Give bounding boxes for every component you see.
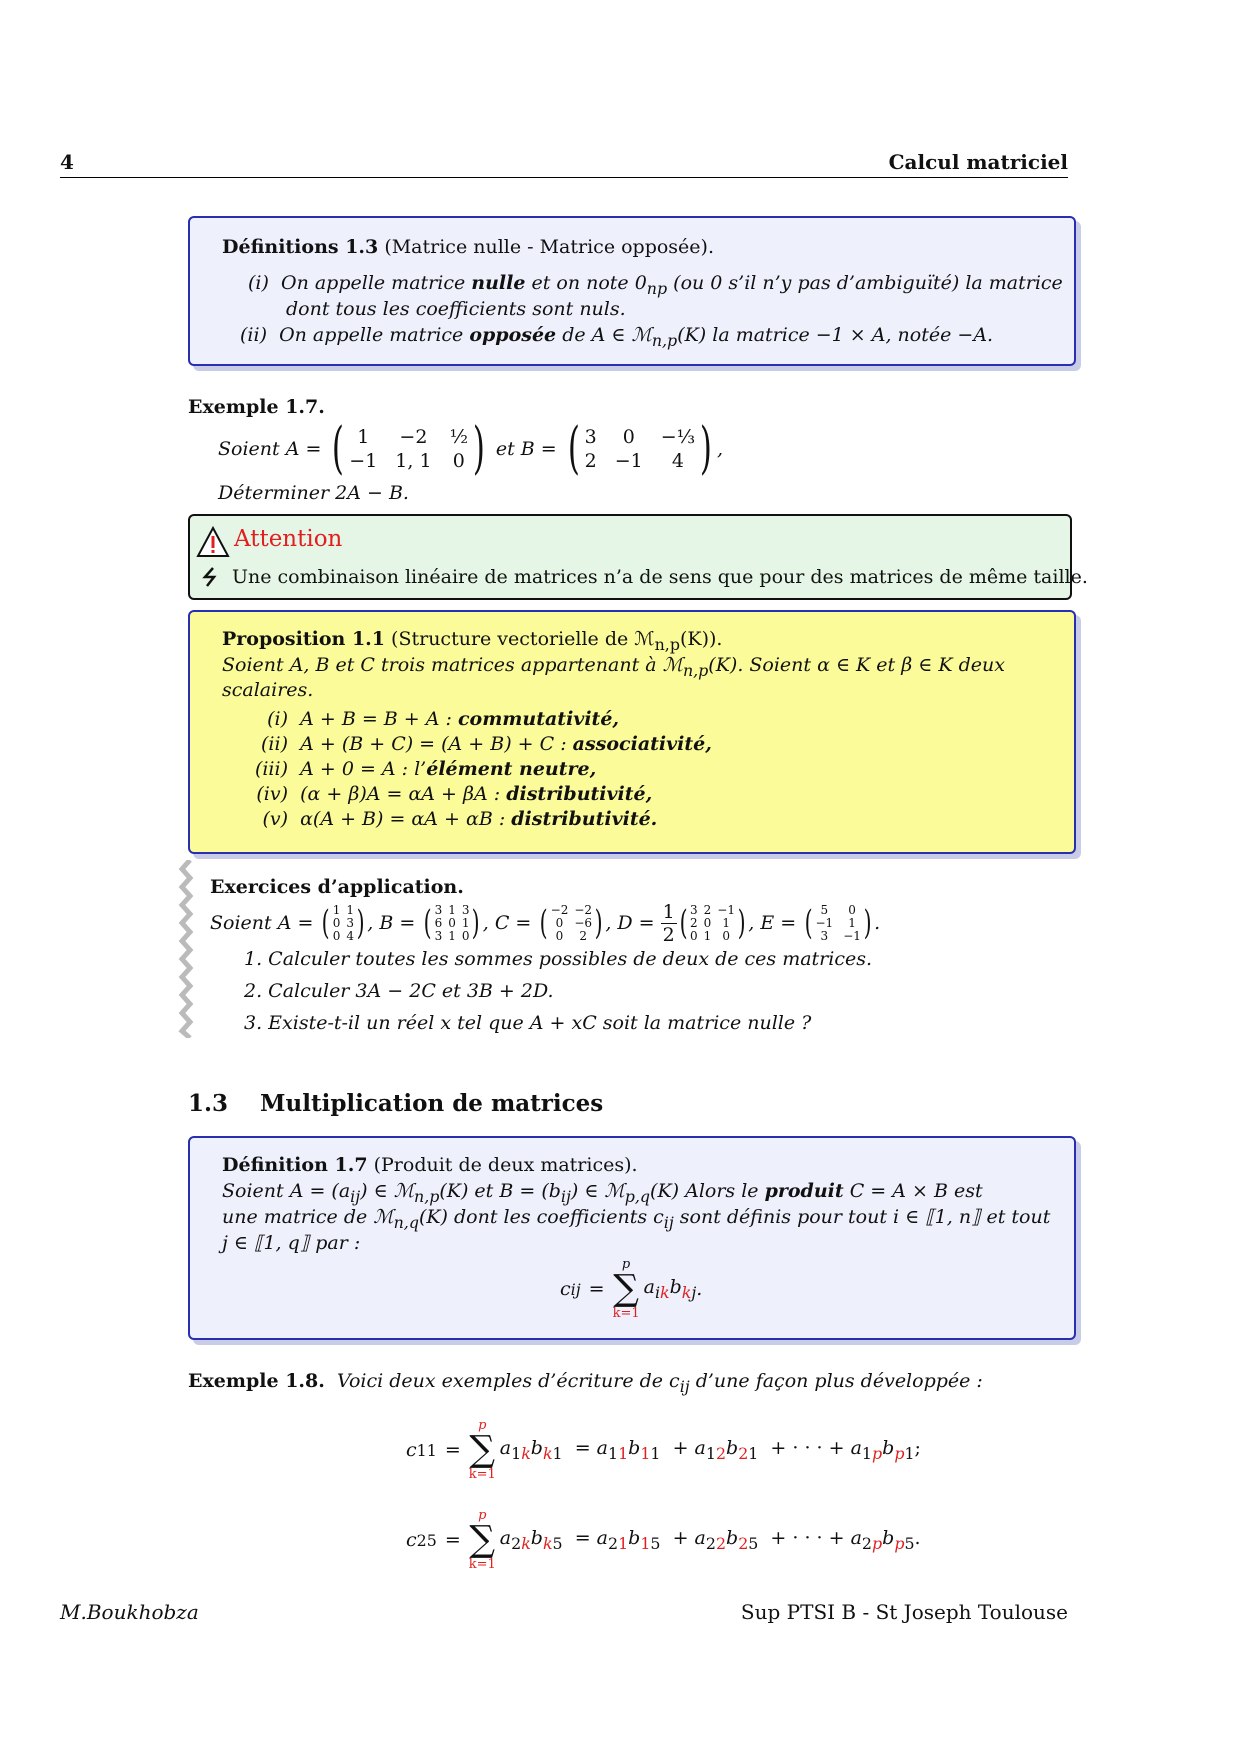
chapter-title: Calcul matriciel [888,150,1068,174]
definition-1-3-heading [222,236,714,258]
example-text: Voici deux exemples d’écriture de c [336,1370,680,1392]
subscript: 11 [416,1440,437,1460]
exercise-text: , E = [748,912,797,934]
sum-expansion: $a_{2k}b_{k5} = a_{21}b_{15} + a_{22}b_{25}$ + · · · + $a_{2p}b_{p5}$. [499,1527,921,1553]
proposition-1-1-box [188,610,1076,854]
lightning-icon [202,566,218,588]
right-paren: ) [863,903,872,943]
item-text: (ou 0 s’il n’y pas d’ambiguïté) la matrice [673,272,1063,294]
definition-1-7-line1 [222,1180,983,1206]
matrix-cell: −2 [574,902,593,917]
subscript: n,p [682,660,709,680]
definition-item-ii [240,324,993,350]
matrix-cell: −2 [550,902,569,917]
section-number: 1.3 [188,1090,229,1117]
matrix-cell: 2 [579,928,588,943]
matrix-b [585,426,695,472]
example-label: Exemple 1.8. [188,1370,325,1392]
subscript: ij [560,1186,571,1206]
matrix-cell: 1 [357,426,370,448]
proposition-item [250,783,652,805]
matrix-cell: 0 [690,928,698,943]
sum-lower: k=1 [468,1557,496,1572]
right-paren: ) [472,903,481,943]
matrix-cell: 3 [820,928,829,943]
matrix-cell: −1 [614,450,643,472]
matrix-cell: 5 [820,902,829,917]
definition-item-i-cont: dont tous les coefficients sont nuls. [286,298,626,320]
definition-title: (Matrice nulle - Matrice opposée). [384,236,714,258]
formula-lhs: c [406,1439,417,1461]
matrix-cell: 3 [690,902,698,917]
item-number: (i) [248,272,269,294]
definition-1-7-box [188,1136,1076,1340]
item-text: A + 0 = A : l’ [300,758,427,780]
right-paren: ) [356,903,365,943]
matrix-cell: 0 [848,902,856,917]
item-number: (ii) [240,324,267,346]
formula-lhs: c [560,1278,571,1300]
sum-lower: k=1 [612,1306,640,1321]
matrix-cell: −1 [717,902,735,917]
definition-item-i [248,272,1063,298]
def-text: C = A × B est [849,1180,983,1202]
subscript: 25 [416,1530,437,1550]
item-text: α(A + B) = αA + αB : [300,808,506,830]
right-paren: ) [594,903,603,943]
matrix-cell: 0 [555,928,564,943]
item-text: et on note 0 [531,272,647,294]
subscript: p,q [624,1186,651,1206]
header-rule [60,177,1068,178]
matrix-cell: 3 [346,915,354,930]
matrix-cell: −1 [349,450,378,472]
matrix-cell: −1 [815,915,834,930]
section-title: Multiplication de matrices [260,1090,604,1117]
item-bold: élément neutre, [426,758,597,780]
matrix-d [690,904,735,943]
example-1-7-determine: Déterminer 2A − B. [218,482,409,504]
left-paren: ( [679,903,688,943]
fraction-numerator: 1 [662,900,675,923]
right-paren: ) [472,416,485,481]
matrix-cell: 6 [434,915,443,930]
matrix-cell: 3 [434,928,443,943]
item-text: A + (B + C) = (A + B) + C : [300,733,567,755]
definition-1-7-line3: j ∈ ⟦1, q⟧ par : [222,1232,361,1254]
proposition-heading [222,628,722,654]
footer-author: M.Boukhobza [60,1600,199,1624]
matrix-cell: 3 [461,902,470,917]
item-text: On appelle matrice [279,324,464,346]
item-bold: commutativité, [457,708,620,730]
proposition-text: (K). Soient α ∈ K et β ∈ K deux [708,654,1005,676]
matrix-cell: 3 [584,426,597,448]
exercise-text: , D = [605,912,655,934]
example-1-8 [188,1370,983,1396]
def-text: (K) Alors le [650,1180,759,1202]
matrix-cell: 0 [722,928,730,943]
item-text: (K) la matrice −1 × A, notée −A. [677,324,994,346]
sigma: ∑ [469,1429,496,1470]
matrix-cell: −⅓ [660,426,696,448]
exercise-text: . [874,912,881,934]
def-text: (K) et B = (b [439,1180,561,1202]
subscript: ij [679,1376,690,1396]
example-1-7-label: Exemple 1.7. [188,396,325,418]
example-text: Soient A = [218,438,322,460]
matrix-cell: 0 [452,450,465,472]
matrix-c [551,904,592,943]
item-bold: opposée [469,324,557,346]
formula-lhs: c [406,1529,417,1551]
item-text: (α + β)A = αA + βA : [300,783,501,805]
proposition-line2: scalaires. [222,679,314,701]
definition-1-7-heading [222,1154,638,1176]
matrix-cell: −6 [574,915,593,930]
equals-sign: = [588,1278,605,1300]
item-number: (v) [262,808,288,830]
right-paren: ) [700,416,713,481]
exercise-item: 3. Existe-t-il un réel x tel que A + xC soit la matrice nulle ? [244,1012,812,1034]
matrix-cell: 0 [703,915,712,930]
def-text: sont définis pour tout i ∈ ⟦1, n⟧ et tout [679,1206,1051,1228]
page-number: 4 [60,150,74,174]
attention-text: Une combinaison linéaire de matrices n’a de sens que pour des matrices de même taille. [232,566,1088,588]
def-text: ) ∈ ℳ [570,1180,625,1202]
matrix-a [349,426,468,472]
proposition-line1 [222,654,1005,680]
proposition-title-end: (K)). [679,628,723,650]
item-bold: distributivité. [511,808,658,830]
matrix-cell: 0 [555,915,564,930]
item-number: (iv) [256,783,288,805]
definition-1-3-box [188,216,1076,366]
definition-label: Définition 1.7 [222,1154,368,1176]
fraction-denominator: 2 [662,923,675,946]
comma: , [716,438,723,460]
matrix-cell: 2 [703,902,712,917]
item-bold: nulle [471,272,526,294]
matrix-cell: 0 [461,928,470,943]
matrix-cell: 1 [346,902,354,917]
def-bold: produit [764,1180,844,1202]
matrix-cell: 0 [622,426,635,448]
c11-formula [406,1410,921,1490]
matrix-cell: 1 [332,902,341,917]
matrix-cell: 2 [584,450,597,472]
item-text: On appelle matrice [281,272,466,294]
fraction-one-half [661,901,677,946]
matrix-cell: 1 [448,902,456,917]
matrix-cell: 2 [690,915,698,930]
subscript: np [646,278,668,298]
exercise-item: 1. Calculer toutes les sommes possibles de deux de ces matrices. [244,948,873,970]
attention-box [188,514,1088,600]
footer-course: Sup PTSI B - St Joseph Toulouse [740,1600,1068,1624]
def-text: Soient A = (a [222,1180,351,1202]
exercise-text: , B = [367,912,416,934]
item-bold: associativité, [572,733,712,755]
def-text: une matrice de ℳ [222,1206,394,1228]
sum-lower: k=1 [468,1467,496,1482]
sum-symbol [613,1258,640,1320]
exercises-title: Exercices d’application. [210,876,464,898]
example-text: d’une façon plus développée : [695,1370,983,1392]
matrix-cell: 0 [332,928,341,943]
product-formula [560,1252,702,1326]
matrix-cell: −2 [399,426,428,448]
attention-title: Attention [234,526,343,552]
definition-title: (Produit de deux matrices). [373,1154,638,1176]
sum-expansion: $a_{1k}b_{k1} = a_{11}b_{11} + a_{12}b_{21}$ + · · · + $a_{1p}b_{p1}$; [499,1437,921,1463]
matrix-cell: 1 [448,928,456,943]
right-paren: ) [737,903,746,943]
sum-upper: p [621,1257,631,1272]
proposition-item [250,708,619,730]
matrix-cell: 0 [448,915,456,930]
exercises-matrices [210,898,880,948]
matrix-cell: ½ [449,426,468,448]
subscript: n,p [651,330,678,350]
matrix-cell: −1 [843,928,861,943]
warning-icon [196,526,230,558]
item-bold: distributivité, [506,783,653,805]
left-paren: ( [540,903,548,943]
c25-formula [406,1500,921,1580]
example-1-7-matrices [218,418,723,480]
matrix-cell: 3 [434,902,443,917]
subscript: ij [663,1212,674,1232]
matrix-cell: 1 [461,915,470,930]
subscript: n,p [414,1186,440,1206]
sum-upper: p [478,1508,487,1523]
matrix-cell: 4 [346,928,354,943]
sum-upper: p [478,1418,487,1433]
definition-1-7-line2 [222,1206,1050,1232]
item-number: (i) [267,708,288,730]
proposition-item [250,758,596,780]
item-number: (ii) [261,733,288,755]
item-text: de A ∈ ℳ [562,324,652,346]
left-paren: ( [322,903,331,943]
equals-sign: = [444,1439,461,1461]
item-number: (iii) [254,758,288,780]
matrix-cell: 1, 1 [395,450,432,472]
matrix-b [435,904,470,943]
sum-term: $a_{ik}b_{kj}$ [643,1276,697,1302]
proposition-title: (Structure vectorielle de ℳ [391,628,655,650]
equals-sign: = [444,1529,461,1551]
sum-symbol [469,1419,496,1481]
subscript: ij [570,1279,581,1299]
matrix-cell: 1 [722,915,730,930]
exercise-text: , C = [482,912,532,934]
left-paren: ( [423,903,432,943]
exercise-text: Soient A = [210,912,314,934]
proposition-item [250,808,657,830]
matrix-cell: 1 [703,928,712,943]
subscript: n,p [654,634,680,654]
example-text: et B = [495,438,557,460]
exercise-item: 2. Calculer 3A − 2C et 3B + 2D. [244,980,554,1002]
matrix-e [815,904,860,943]
proposition-label: Proposition 1.1 [222,628,385,650]
left-paren: ( [804,903,813,943]
def-text: ) ∈ ℳ [360,1180,415,1202]
sigma: ∑ [469,1519,496,1560]
zigzag-border [178,860,196,1038]
section-heading [188,1090,603,1117]
matrix-cell: 1 [848,915,856,930]
sigma: ∑ [613,1268,639,1309]
subscript: n,q [393,1212,419,1232]
matrix-cell: 0 [332,915,341,930]
def-text: (K) dont les coefficients c [418,1206,664,1228]
formula-end: . [696,1278,703,1300]
item-text: A + B = B + A : [300,708,452,730]
proposition-item [250,733,712,755]
matrix-a [333,904,354,943]
matrix-cell: 4 [671,450,684,472]
left-paren: ( [567,416,580,481]
sum-symbol [469,1509,496,1571]
subscript: ij [350,1186,361,1206]
definition-label: Définitions 1.3 [222,236,379,258]
proposition-text: Soient A, B et C trois matrices appartenant à ℳ [222,654,683,676]
left-paren: ( [332,416,345,481]
